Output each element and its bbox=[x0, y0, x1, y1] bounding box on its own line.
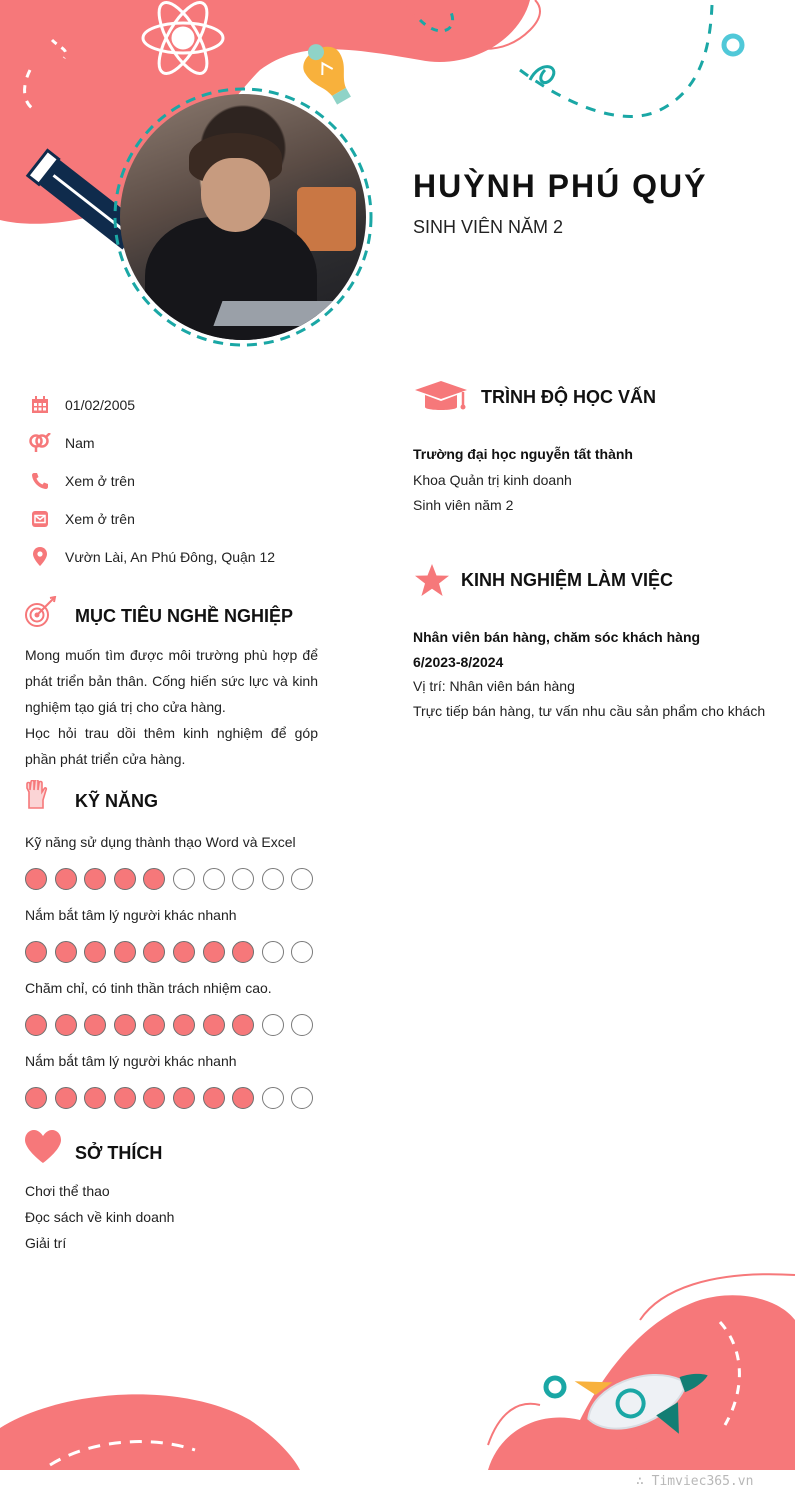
rating-dot-empty bbox=[291, 868, 313, 890]
rating-dot-filled bbox=[114, 868, 136, 890]
email-icon bbox=[28, 508, 52, 530]
rating-dot-filled bbox=[173, 1014, 195, 1036]
rating-dot-filled bbox=[143, 941, 165, 963]
faculty-name: Khoa Quản trị kinh doanh bbox=[413, 471, 572, 488]
job-description: Trực tiếp bán hàng, tư vấn nhu cầu sản phẩm cho khách bbox=[413, 702, 766, 719]
email-text: Xem ở trên bbox=[65, 511, 135, 527]
address-text: Vườn Lài, An Phú Đông, Quận 12 bbox=[65, 549, 276, 565]
skill-label: Nắm bắt tâm lý người khác nhanh bbox=[25, 1053, 237, 1069]
rating-dot-filled bbox=[84, 1014, 106, 1036]
personal-info bbox=[28, 386, 358, 576]
rating-dot-empty bbox=[262, 1014, 284, 1036]
skill-item bbox=[25, 903, 325, 976]
hobby-item: Giải trí bbox=[25, 1235, 67, 1251]
rating-dot-filled bbox=[143, 868, 165, 890]
skill-label: Chăm chỉ, có tinh thần trách nhiệm cao. bbox=[25, 980, 272, 996]
rating-dot-filled bbox=[173, 941, 195, 963]
footer-decoration bbox=[0, 1260, 800, 1497]
gender-icon bbox=[28, 432, 52, 454]
objective-title: MỤC TIÊU NGHỀ NGHIỆP bbox=[75, 606, 294, 626]
rating-dot-empty bbox=[262, 1087, 284, 1109]
rating-dot-filled bbox=[55, 941, 77, 963]
rating-dot-filled bbox=[203, 1014, 225, 1036]
hobby-item: Chơi thể thao bbox=[25, 1183, 110, 1199]
profile-photo bbox=[112, 86, 374, 348]
candidate-title: SINH VIÊN NĂM 2 bbox=[413, 217, 564, 237]
rating-dot-filled bbox=[232, 1014, 254, 1036]
rating-dot-filled bbox=[203, 941, 225, 963]
info-address bbox=[28, 538, 358, 576]
info-phone bbox=[28, 462, 358, 500]
birthdate-text: 01/02/2005 bbox=[65, 397, 136, 413]
rating-dot-empty bbox=[232, 868, 254, 890]
education-title: TRÌNH ĐỘ HỌC VẤN bbox=[481, 387, 656, 407]
rating-dot-empty bbox=[262, 868, 284, 890]
rating-dot-filled bbox=[114, 941, 136, 963]
rating-dot-empty bbox=[291, 1087, 313, 1109]
rating-dot-filled bbox=[143, 1087, 165, 1109]
skill-label: Nắm bắt tâm lý người khác nhanh bbox=[25, 907, 237, 923]
skills-list bbox=[25, 830, 325, 1122]
rating-dot-filled bbox=[25, 1087, 47, 1109]
school-name: Trường đại học nguyễn tất thành bbox=[413, 446, 633, 462]
experience-title: KINH NGHIỆM LÀM VIỆC bbox=[461, 570, 674, 590]
phone-icon bbox=[28, 470, 52, 492]
calendar-icon bbox=[28, 394, 52, 416]
rating-dot-filled bbox=[232, 941, 254, 963]
objective-text bbox=[25, 642, 318, 772]
hobbies-title: SỞ THÍCH bbox=[75, 1143, 163, 1163]
skills-title: KỸ NĂNG bbox=[75, 791, 159, 811]
job-role: Nhân viên bán hàng, chăm sóc khách hàng bbox=[413, 629, 701, 645]
rating-dot-filled bbox=[84, 868, 106, 890]
target-icon bbox=[24, 596, 58, 630]
rating-dot-filled bbox=[55, 1087, 77, 1109]
study-year: Sinh viên năm 2 bbox=[413, 497, 514, 513]
skill-rating bbox=[25, 1000, 325, 1049]
rating-dot-filled bbox=[232, 1087, 254, 1109]
gender-text: Nam bbox=[65, 435, 95, 451]
education-details bbox=[413, 442, 633, 519]
objective-paragraph-1: Mong muốn tìm được môi trường phù hợp để phát triển bản thân. Cống hiến sức lực và kinh nghiệm tạo giá trị cho cửa hàng. bbox=[25, 647, 318, 715]
rating-dot-filled bbox=[143, 1014, 165, 1036]
job-position: Vị trí: Nhân viên bán hàng bbox=[413, 678, 575, 694]
rating-dot-filled bbox=[114, 1087, 136, 1109]
skill-rating bbox=[25, 854, 325, 903]
skill-item bbox=[25, 976, 325, 1049]
rating-dot-filled bbox=[55, 1014, 77, 1036]
rating-dot-filled bbox=[25, 941, 47, 963]
rating-dot-empty bbox=[203, 868, 225, 890]
rating-dot-empty bbox=[262, 941, 284, 963]
rating-dot-empty bbox=[173, 868, 195, 890]
objective-paragraph-2: Học hỏi trau dồi thêm kinh nghiệm để góp phần phát triển cửa hàng. bbox=[25, 725, 318, 767]
hobbies-list bbox=[25, 1178, 174, 1256]
candidate-name: HUỲNH PHÚ QUÝ bbox=[413, 168, 708, 204]
skill-rating bbox=[25, 1073, 325, 1122]
rating-dot-filled bbox=[55, 868, 77, 890]
heart-icon bbox=[24, 1130, 62, 1164]
rating-dot-filled bbox=[25, 1014, 47, 1036]
rating-dot-filled bbox=[173, 1087, 195, 1109]
phone-text: Xem ở trên bbox=[65, 473, 135, 489]
info-gender bbox=[28, 424, 358, 462]
rating-dot-empty bbox=[291, 1014, 313, 1036]
experience-details bbox=[413, 625, 765, 723]
info-email bbox=[28, 500, 358, 538]
rating-dot-empty bbox=[291, 941, 313, 963]
location-pin-icon bbox=[28, 546, 52, 568]
rating-dot-filled bbox=[203, 1087, 225, 1109]
rating-dot-filled bbox=[84, 1087, 106, 1109]
job-period: 6/2023-8/2024 bbox=[413, 653, 504, 670]
skill-item bbox=[25, 830, 325, 903]
info-birthdate bbox=[28, 386, 358, 424]
skill-item bbox=[25, 1049, 325, 1122]
star-icon bbox=[414, 563, 450, 597]
skill-rating bbox=[25, 927, 325, 976]
rating-dot-filled bbox=[114, 1014, 136, 1036]
hobby-item: Đọc sách về kinh doanh bbox=[25, 1209, 175, 1225]
rating-dot-filled bbox=[25, 868, 47, 890]
graduation-cap-icon bbox=[413, 380, 469, 414]
watermark: ∴ Timviec365.vn bbox=[636, 1474, 754, 1489]
rating-dot-filled bbox=[84, 941, 106, 963]
skill-label: Kỹ năng sử dụng thành thạo Word và Excel bbox=[25, 834, 296, 850]
hand-icon bbox=[24, 780, 48, 810]
